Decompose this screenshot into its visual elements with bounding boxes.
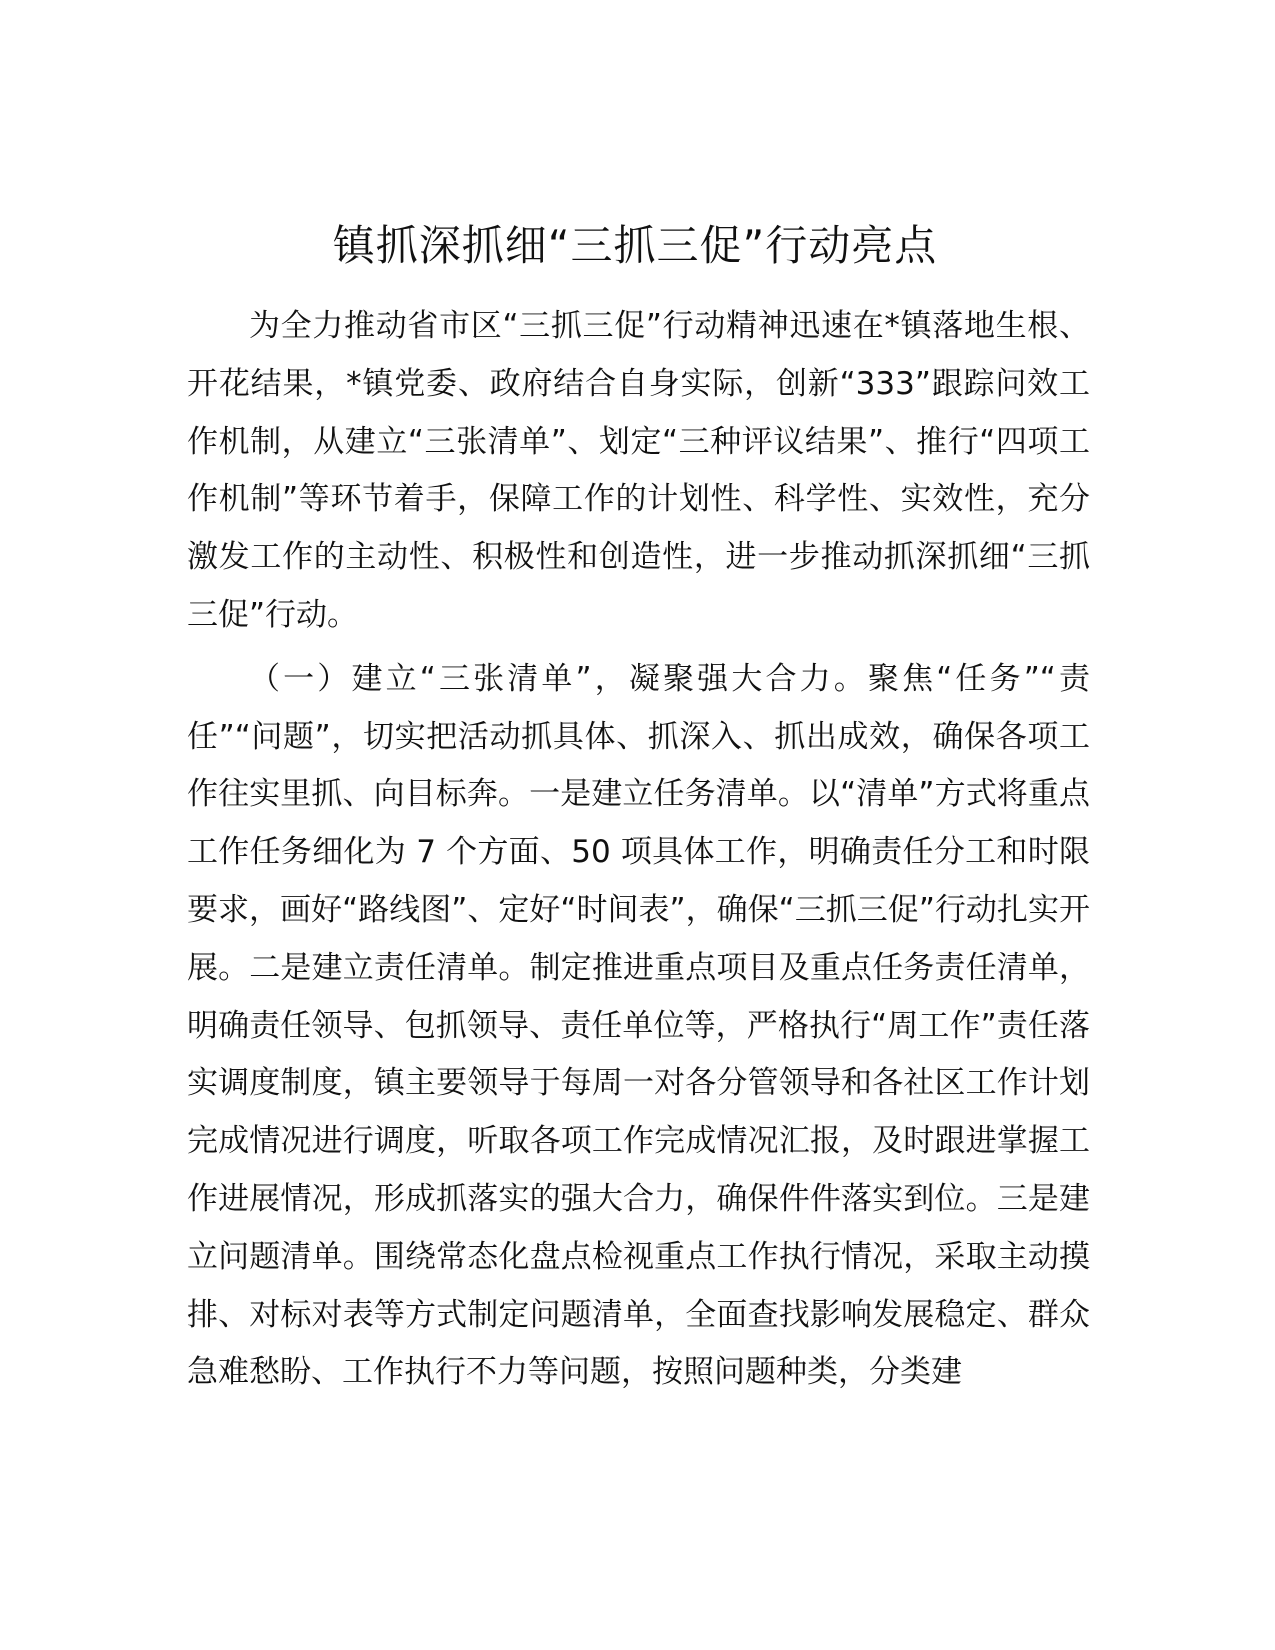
paragraph-section-1: （一）建立“三张清单”，凝聚强大合力。聚焦“任务”“责任”“问题”，切实把活动抓具体、抓深入、抓出成效，确保各项工作往实里抓、向目标奔。一是建立任务清单。以“清单”方式将重点工作任务细化为 7 个方面、50 项具体工作，明确责任分工和时限要求，画好“路线图”、定好“时间表”，确保“三抓三促”行动扎实开展。二是建立责任清单。制定推进重点项目及重点任务责任清单，明确责任领导、包抓领导、责任单位等，严格执行“周工作”责任落实调度制度，镇主要领导于每周一对各分管领导和各社区工作计划完成情况进行调度，听取各项工作完成情况汇报，及时跟进掌握工作进展情况，形成抓落实的强大合力，确保件件落实到位。三是建立问题清单。围绕常态化盘点检视重点工作执行情况，采取主动摸排、对标对表等方式制定问题清单，全面查找影响发展稳定、群众急难愁盼、工作执行不力等问题，按照问题种类，分类建 (187, 660, 1090, 1391)
paragraph-intro: 为全力推动省市区“三抓三促”行动精神迅速在*镇落地生根、开花结果，*镇党委、政府结合自身实际，创新“333”跟踪问效工作机制，从建立“三张清单”、划定“三种评议结果”、推行“四项工作机制”等环节着手，保障工作的计划性、科学性、实效性，充分激发工作的主动性、积极性和创造性，进一步推动抓深抓细“三抓三促”行动。 (187, 308, 1090, 633)
document-title: 镇抓深抓细“三抓三促”行动亮点 (332, 221, 938, 270)
document-body (187, 298, 1090, 1402)
